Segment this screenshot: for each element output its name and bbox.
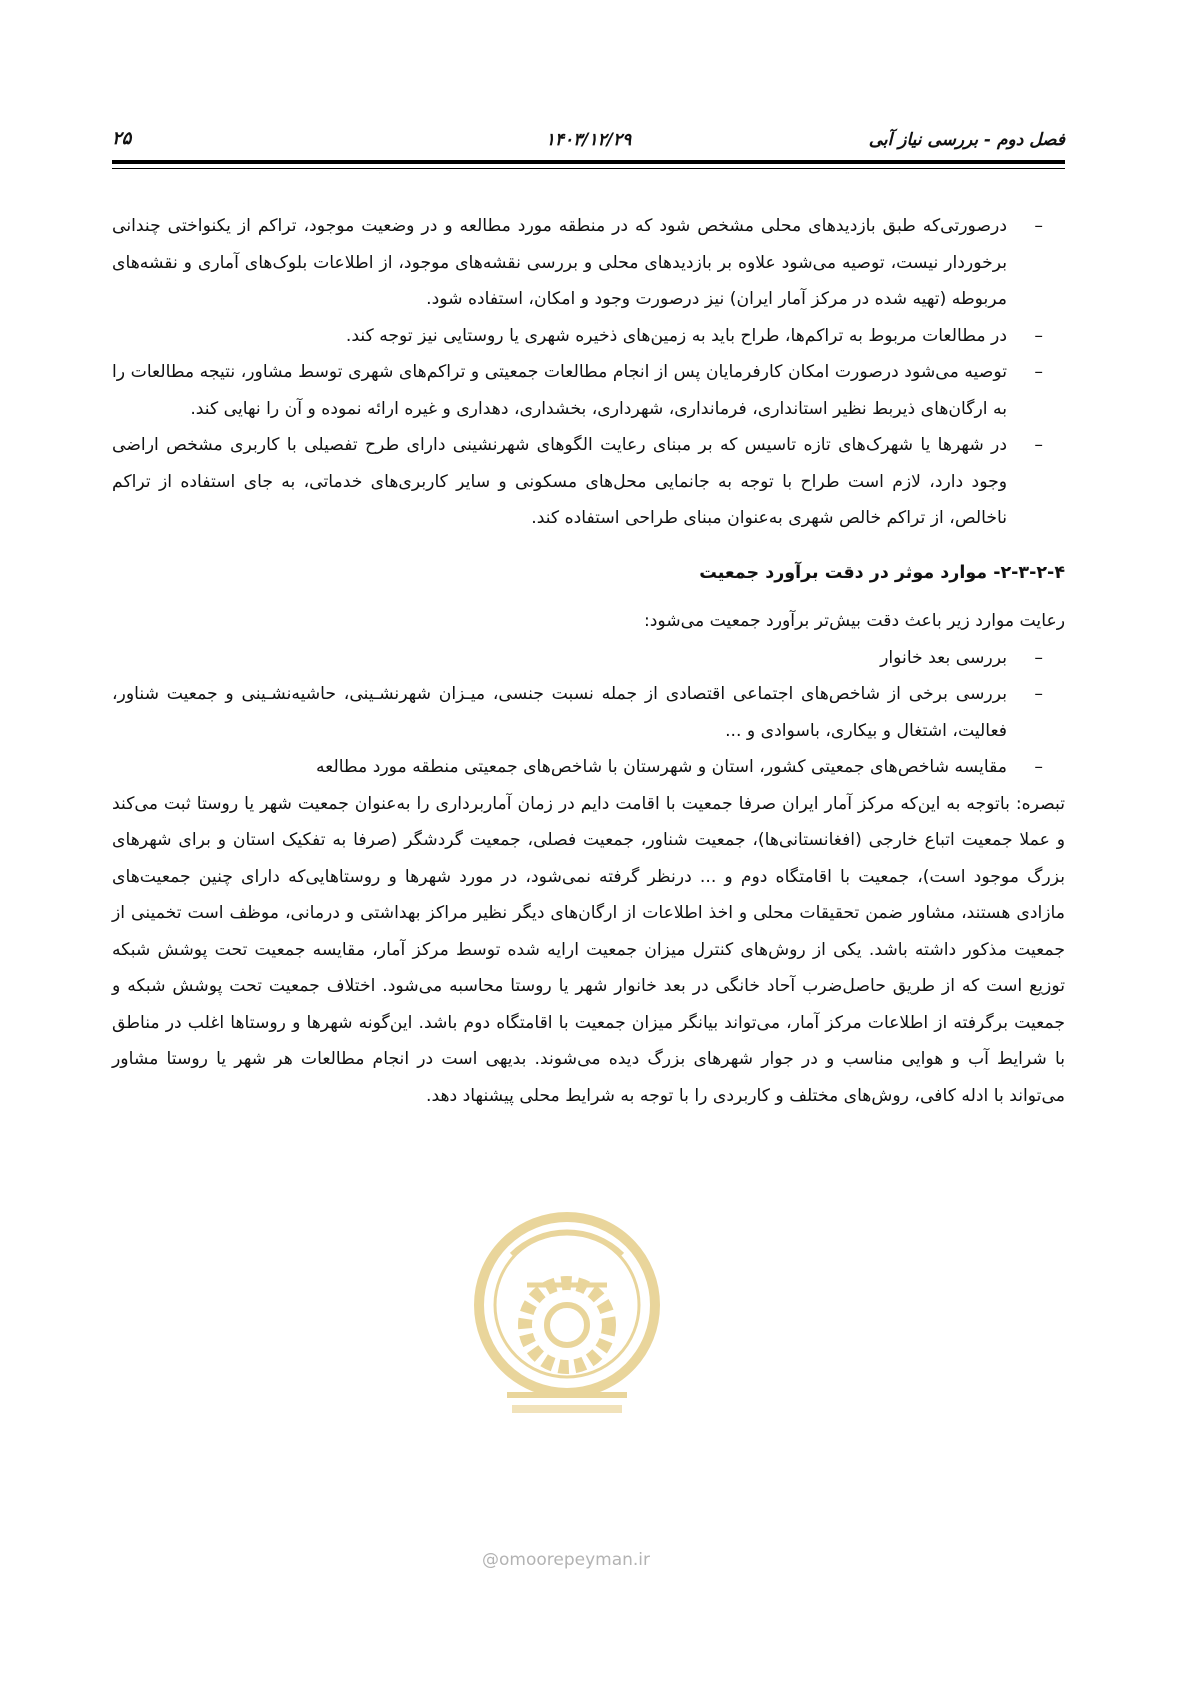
dash-icon: –: [1034, 647, 1043, 668]
page-number: ۲۵: [112, 128, 132, 149]
section-heading: ۲-۳-۲-۴- موارد موثر در دقت برآورد جمعیت: [699, 562, 1065, 583]
header-rule-thick: [112, 160, 1065, 164]
dash-icon: –: [1034, 684, 1043, 704]
chapter-title: فصل دوم - بررسی نیاز آبی: [868, 130, 1065, 150]
seal-logo-icon: [452, 1195, 682, 1515]
note-paragraph: تبصره: باتوجه به این‌که مرکز آمار ایران صرفا جمعیت با اقامت دایم در زمان آماربرداری را به‌عنوان جمعیت شهر یا روستا ثبت می‌کند و عملا جمعیت اتباع خارجی (افغانستانی‌ها)، جمعیت شناور، جمعیت فصلی، جمعیت گردشگر (صرفا به تفکیک استان و برای شهرهای بزرگ موجود است)، جمعیت با اقامتگاه دوم و ... درنظر گرفته نمی‌شود، در مورد شهرها و روستاهایی‌که دارای چنین جمعیت‌های مازادی هستند، مشاور ضمن تحقیقات محلی و اخذ اطلاعات از ارگان‌های دیگر نظیر مراکز بهداشتی و درمانی، موظف است تخمینی از جمعیت مذکور داشته باشد. یکی از روش‌های کنترل میزان جمعیت ارایه شده توسط مرکز آمار، مقایسه جمعیت تحت پوشش شبکه توزیع است که از طریق حاصل‌ضرب آحاد خانگی در بعد خانوار شهر یا روستا محاسبه می‌شود. اختلاف جمعیت تحت پوشش شبکه و جمعیت برگرفته از اطلاعات مرکز آمار، می‌تواند بیانگر میزان جمعیت با اقامتگاه دوم باشد. این‌گونه شهرها و روستاها اغلب در مناطق با شرایط آب و هوایی مناسب و در جوار شهرهای بزرگ دیده می‌شوند. بدیهی است در انجام مطالعات هر شهر یا روستا مشاور می‌تواند با ادله کافی، روش‌های مختلف و کاربردی را با توجه به شرایط محلی پیشنهاد دهد.: [112, 793, 1065, 1106]
bullet-item: – مقایسه شاخص‌های جمعیتی کشور، استان و شهرستان با شاخص‌های جمعیتی منطقه مورد مطالعه: [112, 749, 1065, 786]
page-header: [112, 122, 1065, 152]
dash-icon: –: [1034, 325, 1043, 346]
section-intro: رعایت موارد زیر باعث دقت بیش‌تر برآورد جمعیت می‌شود:: [643, 611, 1065, 631]
bullet-item: – بررسی بعد خانوار: [112, 640, 1065, 677]
bullet-item: – درصورتی‌که طبق بازدیدهای محلی مشخص شود که در منطقه مورد مطالعه و در وضعیت موجود، تراکم از یکنواختی چندانی برخوردار نیست، توصیه می‌شود علاوه بر بازدیدهای محلی و بررسی نقشه‌های موجود، از اطلاعات بلوک‌های آماری و نقشه‌های مربوطه (تهیه شده در مرکز آمار ایران) نیز درصورت وجود و امکان، استفاده شود.: [112, 208, 1065, 318]
dash-icon: –: [1034, 216, 1043, 236]
bullet-item: – بررسی برخی از شاخص‌های اجتماعی اقتصادی از جمله نسبت جنسی، میـزان شهرنشـینی، حاشیه‌نشـینی و جمعیت شناور، فعالیت، اشتغال و بیکاری، باسوادی و ...: [112, 676, 1065, 749]
bullet-item: – در شهرها یا شهرک‌های تازه تاسیس که بر مبنای رعایت الگوهای شهرنشینی دارای طرح تفصیلی با کاربری مشخص اراضی وجود دارد، لازم است طراح با توجه به جانمایی محل‌های مسکونی و سایر کاربری‌های خدماتی، به جای استفاده از تراکم ناخالص، از تراکم خالص شهری به‌عنوان مبنای طراحی استفاده کند.: [112, 427, 1065, 537]
page-body: [112, 208, 1065, 1114]
dash-icon: –: [1034, 757, 1043, 777]
bullet-item: – توصیه می‌شود درصورت امکان کارفرمایان پس از انجام مطالعات جمعیتی و تراکم‌های شهری توسط مشاور، نتیجه مطالعات را به ارگان‌های ذیربط نظیر استانداری، فرمانداری، شهرداری، بخشداری، دهداری و غیره ارائه نموده و آن را نهایی کند.: [112, 354, 1065, 427]
watermark-site: @omoorepeyman.ir: [482, 1550, 651, 1570]
dash-icon: –: [1034, 362, 1043, 382]
header-date: ۱۴۰۳/۱۲/۲۹: [545, 130, 632, 150]
dash-icon: –: [1034, 435, 1043, 455]
header-rule-thin: [112, 168, 1065, 169]
bullet-item: – در مطالعات مربوط به تراکم‌ها، طراح باید به زمین‌های ذخیره شهری یا روستایی نیز توجه کند.: [112, 318, 1065, 355]
